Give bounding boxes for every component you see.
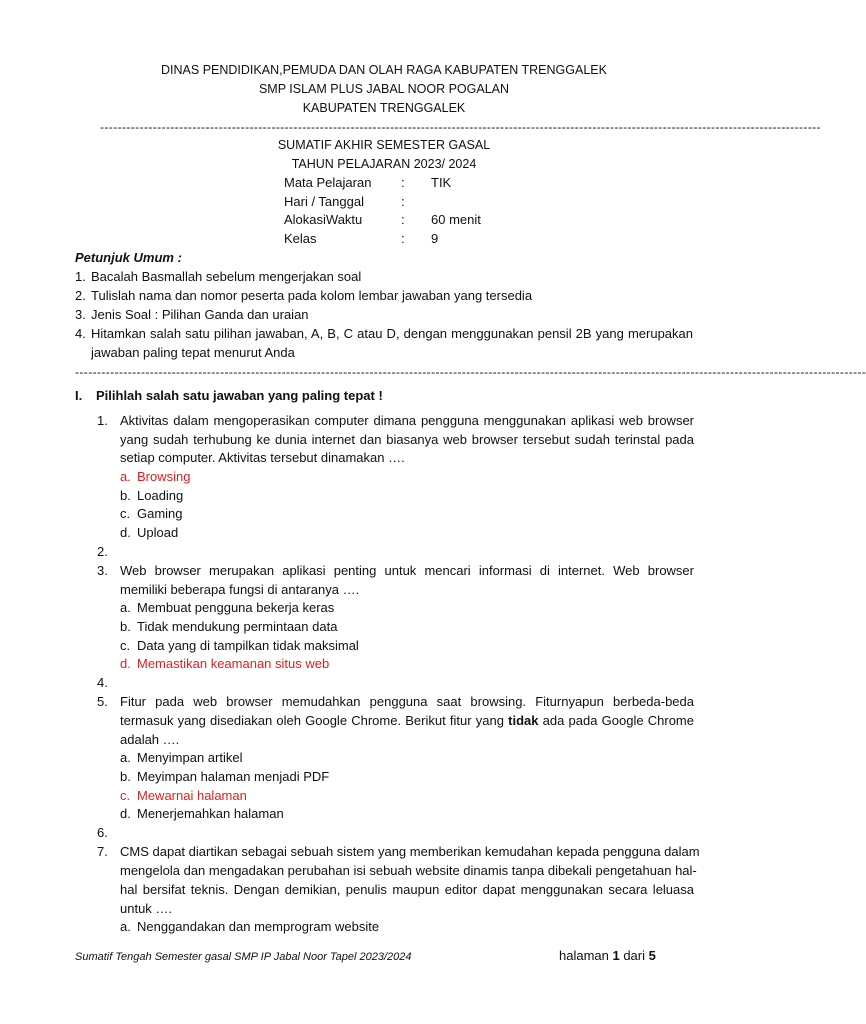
option-text-correct: Memastikan keamanan situs web [137, 656, 330, 671]
option-text: Nenggandakan dan memprogram website [137, 919, 380, 934]
instructions-divider: ------------------------------------------------------------------------------------------------------------------------------------------------------------------------------------ [75, 365, 866, 379]
question-emphasis: tidak [508, 713, 539, 728]
question-text: mengelola dan mengadakan perubahan isi sebuah website dinamis tanpa dibekali pengetahuan hal- [120, 863, 697, 878]
question-number: 7. [97, 844, 108, 859]
instruction-number: 4. [75, 326, 86, 341]
option-key: b. [120, 769, 131, 784]
info-label-class: Kelas [284, 231, 317, 246]
question-text: adalah …. [120, 732, 180, 747]
footer-page-number: 1 [612, 948, 620, 963]
instruction-number: 3. [75, 307, 86, 322]
instruction-text: Jenis Soal : Pilihan Ganda dan uraian [91, 307, 309, 322]
question-text-part: termasuk yang disediakan oleh Google Chrome. Berikut fitur yang [120, 713, 509, 728]
question-text: Fitur pada web browser memudahkan pengguna saat browsing. Fiturnyapun berbeda-beda [120, 694, 694, 709]
option-key: a. [120, 919, 131, 934]
footer-page-label: halaman [559, 948, 613, 963]
info-value-time: 60 menit [431, 212, 481, 227]
info-sep-time: : [401, 212, 405, 227]
info-sep-class: : [401, 231, 405, 246]
header-office: DINAS PENDIDIKAN,PEMUDA DAN OLAH RAGA KABUPATEN TRENGGALEK [161, 63, 607, 77]
option-text: Loading [137, 488, 184, 503]
question-text: setiap computer. Aktivitas tersebut dinamakan …. [120, 450, 405, 465]
option-key: d. [120, 806, 131, 821]
footer-page-total: 5 [648, 948, 656, 963]
info-value-subject: TIK [431, 175, 452, 190]
option-key: a. [120, 600, 131, 615]
question-text: hal bersifat teknis. Dengan demikian, penulis maupun editor dapat menggunakan secara leluasa [120, 882, 694, 897]
question-number: 4. [97, 675, 108, 690]
instructions-title: Petunjuk Umum : [75, 250, 182, 265]
question-number: 6. [97, 825, 108, 840]
option-text: Meyimpan halaman menjadi PDF [137, 769, 330, 784]
exam-year: TAHUN PELAJARAN 2023/ 2024 [291, 157, 477, 171]
option-key: b. [120, 488, 131, 503]
footer-title: Sumatif Tengah Semester gasal SMP IP Jabal Noor Tapel 2023/2024 [75, 951, 412, 963]
question-number: 3. [97, 563, 108, 578]
option-text: Menerjemahkan halaman [137, 806, 284, 821]
info-sep-subject: : [401, 175, 405, 190]
info-sep-date: : [401, 194, 405, 209]
info-label-subject: Mata Pelajaran [284, 175, 372, 190]
option-key-correct: a. [120, 469, 131, 484]
instruction-text: Hitamkan salah satu pilihan jawaban, A, B, C atau D, dengan menggunakan pensil 2B yang merupakan [91, 326, 693, 341]
option-text-correct: Mewarnai halaman [137, 788, 247, 803]
footer-page-separator: dari [619, 948, 649, 963]
header-region: KABUPATEN TRENGGALEK [302, 101, 466, 115]
question-text-mixed [120, 712, 694, 730]
section-title: Pilihlah salah satu jawaban yang paling tepat ! [96, 388, 383, 403]
option-text: Data yang di tampilkan tidak maksimal [137, 638, 359, 653]
question-text: untuk …. [120, 901, 173, 916]
question-number: 5. [97, 694, 108, 709]
instruction-number: 1. [75, 269, 86, 284]
header-divider: -------------------------------------------------------------------------------------------------------------------------------------------------------------------- [100, 120, 821, 134]
instruction-number: 2. [75, 288, 86, 303]
option-key: a. [120, 750, 131, 765]
header-school: SMP ISLAM PLUS JABAL NOOR POGALAN [258, 82, 510, 96]
question-number: 2. [97, 544, 108, 559]
option-text: Upload [137, 525, 179, 540]
info-label-time: AlokasiWaktu [284, 212, 363, 227]
question-text-part: ada pada Google Chrome [538, 713, 694, 728]
question-text: CMS dapat diartikan sebagai sebuah sistem yang memberikan kemudahan kepada pengguna dalam [120, 844, 700, 859]
option-key: d. [120, 525, 131, 540]
section-roman: I. [75, 388, 83, 403]
question-text: yang sudah terhubung ke dunia internet dan biasanya web browser tersebut sudah terinstal pada [120, 432, 694, 447]
option-key: c. [120, 506, 131, 521]
option-key: b. [120, 619, 131, 634]
info-value-class: 9 [431, 231, 439, 246]
info-label-date: Hari / Tanggal [284, 194, 364, 209]
question-text: Aktivitas dalam mengoperasikan computer dimana pengguna menggunakan aplikasi web browser [120, 413, 694, 428]
exam-title: SUMATIF AKHIR SEMESTER GASAL [277, 138, 491, 152]
option-key-correct: c. [120, 788, 131, 803]
instruction-text: Bacalah Basmallah sebelum mengerjakan soal [91, 269, 362, 284]
instruction-text: Tulislah nama dan nomor peserta pada kolom lembar jawaban yang tersedia [91, 288, 533, 303]
option-text: Tidak mendukung permintaan data [137, 619, 338, 634]
option-key: c. [120, 638, 131, 653]
question-number: 1. [97, 413, 108, 428]
option-text: Membuat pengguna bekerja keras [137, 600, 335, 615]
option-key-correct: d. [120, 656, 131, 671]
option-text-correct: Browsing [137, 469, 191, 484]
option-text: Menyimpan artikel [137, 750, 243, 765]
footer-page-indicator [559, 947, 656, 965]
question-text: memiliki beberapa fungsi di antaranya …. [120, 582, 360, 597]
option-text: Gaming [137, 506, 183, 521]
instruction-text-cont: jawaban paling tepat menurut Anda [91, 345, 295, 360]
question-text: Web browser merupakan aplikasi penting untuk mencari informasi di internet. Web browser [120, 563, 694, 578]
